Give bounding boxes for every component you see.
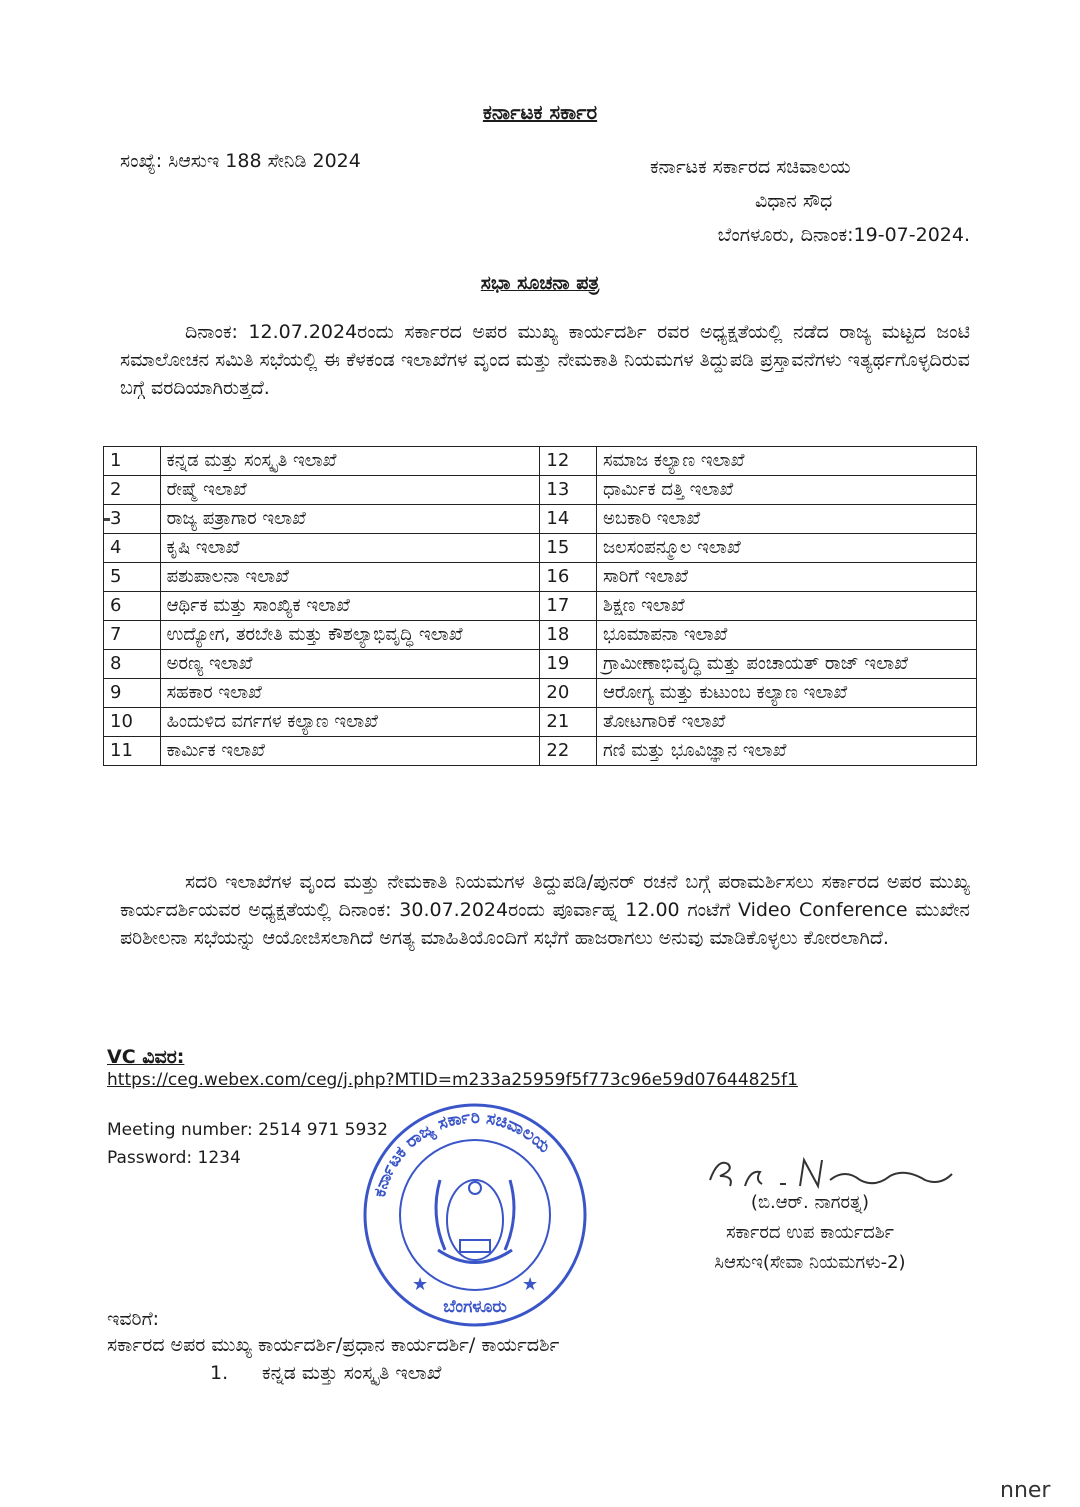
meeting-password: Password: 1234 <box>107 1148 241 1168</box>
department-name: ಭೂಮಾಪನಾ ಇಲಾಖೆ <box>596 621 976 650</box>
department-number: 7 <box>104 621 161 650</box>
department-number: 17 <box>540 592 597 621</box>
department-name: ಕಾರ್ಮಿಕ ಇಲಾಖೆ <box>160 737 540 766</box>
meeting-paragraph: ಸದರಿ ಇಲಾಖೆಗಳ ವೃಂದ ಮತ್ತು ನೇಮಕಾತಿ ನಿಯಮಗಳ ತಿದ್ದುಪಡಿ/ಪುನರ್ ರಚನೆ ಬಗ್ಗೆ ಪರಾಮರ್ಶಿಸಲು ಸರ್ಕಾರದ ಅಪರ ಮುಖ್ಯ ಕಾರ್ಯದರ್ಶಿಯವರ ಅಧ್ಯಕ್ಷತೆಯಲ್ಲಿ ದಿನಾಂಕ: 30.07.2024ರಂದು ಪೂರ್ವಾಹ್ನ 12.00 ಗಂಟೆಗೆ Video Conference ಮುಖೇನ ಪರಿಶೀಲನಾ ಸಭೆಯನ್ನು ಆಯೋಜಿಸಲಾಗಿದೆ ಅಗತ್ಯ ಮಾಹಿತಿಯೊಂದಿಗೆ ಸಭೆಗೆ ಹಾಜರಾಗಲು ಅನುವು ಮಾಡಿಕೊಳ್ಳಲು ಕೋರಲಾಗಿದೆ. <box>120 871 970 949</box>
department-number: 13 <box>540 476 597 505</box>
department-number: 6 <box>104 592 161 621</box>
department-number: 18 <box>540 621 597 650</box>
table-row <box>104 621 977 650</box>
department-name: ಸಾರಿಗೆ ಇಲಾಖೆ <box>596 563 976 592</box>
meeting-details <box>107 1116 388 1172</box>
signature-scribble-text: B.R. Nagarathna <box>830 1189 847 1191</box>
department-name: ಜಲಸಂಪನ್ಮೂಲ ಇಲಾಖೆ <box>596 534 976 563</box>
seal-bottom-text: ಬೆಂಗಳೂರು <box>443 1297 507 1317</box>
department-number: 5 <box>104 563 161 592</box>
sender-address <box>650 150 970 252</box>
department-name: ಶಿಕ್ಷಣ ಇಲಾಖೆ <box>596 592 976 621</box>
address-line-2: ವಿಧಾನ ಸೌಧ <box>755 190 833 212</box>
signatory-office: ಸಿಆಸುಇ(ಸೇವಾ ನಿಯಮಗಳು-2) <box>714 1252 906 1273</box>
department-name: ಸಮಾಜ ಕಲ್ಯಾಣ ಇಲಾಖೆ <box>596 447 976 476</box>
department-number: 11 <box>104 737 161 766</box>
recipient-item-number: 1. <box>210 1362 229 1384</box>
seal-star-left-icon: ★ <box>412 1274 429 1295</box>
department-name: ಕೃಷಿ ಇಲಾಖೆ <box>160 534 540 563</box>
department-name: ರಾಜ್ಯ ಪತ್ರಾಗಾರ ಇಲಾಖೆ <box>160 505 540 534</box>
signatory-block <box>640 1188 980 1278</box>
department-name: ಸಹಕಾರ ಇಲಾಖೆ <box>160 679 540 708</box>
department-number: 12 <box>540 447 597 476</box>
seal-outer-text: ಕರ್ನಾಟಕ ರಾಜ್ಯ ಸರ್ಕಾರಿ ಸಚಿವಾಲಯ <box>369 1107 555 1199</box>
department-number: 16 <box>540 563 597 592</box>
table-row <box>104 737 977 766</box>
reference-number: ಸಂಖ್ಯೆ: ಸಿಆಸುಇ 188 ಸೇನಿಡಿ 2024 <box>120 150 361 172</box>
table-row <box>104 679 977 708</box>
address-date-line: ಬೆಂಗಳೂರು, ದಿನಾಂಕ:19-07-2024. <box>717 224 970 246</box>
department-name: ಅಬಕಾರಿ ಇಲಾಖೆ <box>596 505 976 534</box>
department-number: 22 <box>540 737 597 766</box>
recipients-line: ಸರ್ಕಾರದ ಅಪರ ಮುಖ್ಯ ಕಾರ್ಯದರ್ಶಿ/ಪ್ರಧಾನ ಕಾರ್ಯದರ್ಶಿ/ ಕಾರ್ಯದರ್ಶಿ <box>107 1334 560 1356</box>
table-row <box>104 505 977 534</box>
department-number: 19 <box>540 650 597 679</box>
department-name: ಅರಣ್ಯ ಇಲಾಖೆ <box>160 650 540 679</box>
department-number: 4 <box>104 534 161 563</box>
table-row <box>104 563 977 592</box>
seal-star-right-icon: ★ <box>522 1274 539 1295</box>
department-name: ಆರ್ಥಿಕ ಮತ್ತು ಸಾಂಖ್ಯಿಕ ಇಲಾಖೆ <box>160 592 540 621</box>
intro-paragraph: ದಿನಾಂಕ: 12.07.2024ರಂದು ಸರ್ಕಾರದ ಅಪರ ಮುಖ್ಯ ಕಾರ್ಯದರ್ಶಿ ರವರ ಅಧ್ಯಕ್ಷತೆಯಲ್ಲಿ ನಡೆದ ರಾಜ್ಯ ಮಟ್ಟದ ಜಂಟಿ ಸಮಾಲೋಚನ ಸಮಿತಿ ಸಭೆಯಲ್ಲಿ ಈ ಕೆಳಕಂಡ ಇಲಾಖೆಗಳ ವೃಂದ ಮತ್ತು ನೇಮಕಾತಿ ನಿಯಮಗಳ ತಿದ್ದುಪಡಿ ಪ್ರಸ್ತಾವನೆಗಳು ಇತ್ಯರ್ಥಗೊಳ್ಳದಿರುವ ಬಗ್ಗೆ ವರದಿಯಾಗಿರುತ್ತದೆ. <box>120 321 970 399</box>
table-row <box>104 650 977 679</box>
department-name: ತೋಟಗಾರಿಕೆ ಇಲಾಖೆ <box>596 708 976 737</box>
scanner-watermark: nner <box>1000 1478 1051 1503</box>
document-title: ಕರ್ನಾಟಕ ಸರ್ಕಾರ <box>482 100 598 124</box>
signatory-name: (ಬಿ.ಆರ್. ನಾಗರತ್ನ) <box>750 1192 870 1213</box>
table-row <box>104 592 977 621</box>
department-name: ಪಶುಪಾಲನಾ ಇಲಾಖೆ <box>160 563 540 592</box>
department-name: ಉದ್ಯೋಗ, ತರಬೇತಿ ಮತ್ತು ಕೌಶಲ್ಯಾಭಿವೃದ್ಧಿ ಇಲಾಖೆ <box>160 621 540 650</box>
departments-table <box>103 446 977 766</box>
vc-heading: VC ವಿವರ: <box>107 1046 185 1068</box>
department-number: 2 <box>104 476 161 505</box>
table-row <box>104 708 977 737</box>
recipient-item <box>210 1362 441 1384</box>
department-name: ಗಣಿ ಮತ್ತು ಭೂವಿಜ್ಞಾನ ಇಲಾಖೆ <box>596 737 976 766</box>
department-number: 1 <box>104 447 161 476</box>
recipient-item-text: ಕನ್ನಡ ಮತ್ತು ಸಂಸ್ಕೃತಿ ಇಲಾಖೆ <box>262 1362 442 1384</box>
department-number: 10 <box>104 708 161 737</box>
vc-link[interactable]: https://ceg.webex.com/ceg/j.php?MTID=m233a25959f5f773c96e59d07644825f1 <box>107 1070 798 1090</box>
department-name: ಗ್ರಾಮೀಣಾಭಿವೃದ್ಧಿ ಮತ್ತು ಪಂಚಾಯತ್ ರಾಜ್ ಇಲಾಖೆ <box>596 650 976 679</box>
department-number: 21 <box>540 708 597 737</box>
department-number: 3 <box>104 505 161 534</box>
department-number: 8 <box>104 650 161 679</box>
department-name: ಕನ್ನಡ ಮತ್ತು ಸಂಸ್ಕೃತಿ ಇಲಾಖೆ <box>160 447 540 476</box>
subject-heading: ಸಭಾ ಸೂಚನಾ ಪತ್ರ <box>480 272 600 294</box>
recipients-label: ಇವರಿಗೆ: <box>107 1308 160 1330</box>
department-number: 9 <box>104 679 161 708</box>
department-name: ಆರೋಗ್ಯ ಮತ್ತು ಕುಟುಂಬ ಕಲ್ಯಾಣ ಇಲಾಖೆ <box>596 679 976 708</box>
table-row <box>104 447 977 476</box>
department-name: ಹಿಂದುಳಿದ ವರ್ಗಗಳ ಕಲ್ಯಾಣ ಇಲಾಖೆ <box>160 708 540 737</box>
department-number: 14 <box>540 505 597 534</box>
official-seal <box>360 1100 590 1330</box>
meeting-number: Meeting number: 2514 971 5932 <box>107 1120 388 1140</box>
department-number: 20 <box>540 679 597 708</box>
department-name: ಧಾರ್ಮಿಕ ದತ್ತಿ ಇಲಾಖೆ <box>596 476 976 505</box>
department-number: 15 <box>540 534 597 563</box>
table-row <box>104 534 977 563</box>
address-line-1: ಕರ್ನಾಟಕ ಸರ್ಕಾರದ ಸಚಿವಾಲಯ <box>650 156 851 178</box>
department-name: ರೇಷ್ಮೆ ಇಲಾಖೆ <box>160 476 540 505</box>
signatory-designation: ಸರ್ಕಾರದ ಉಪ ಕಾರ್ಯದರ್ಶಿ <box>725 1222 894 1243</box>
table-row <box>104 476 977 505</box>
